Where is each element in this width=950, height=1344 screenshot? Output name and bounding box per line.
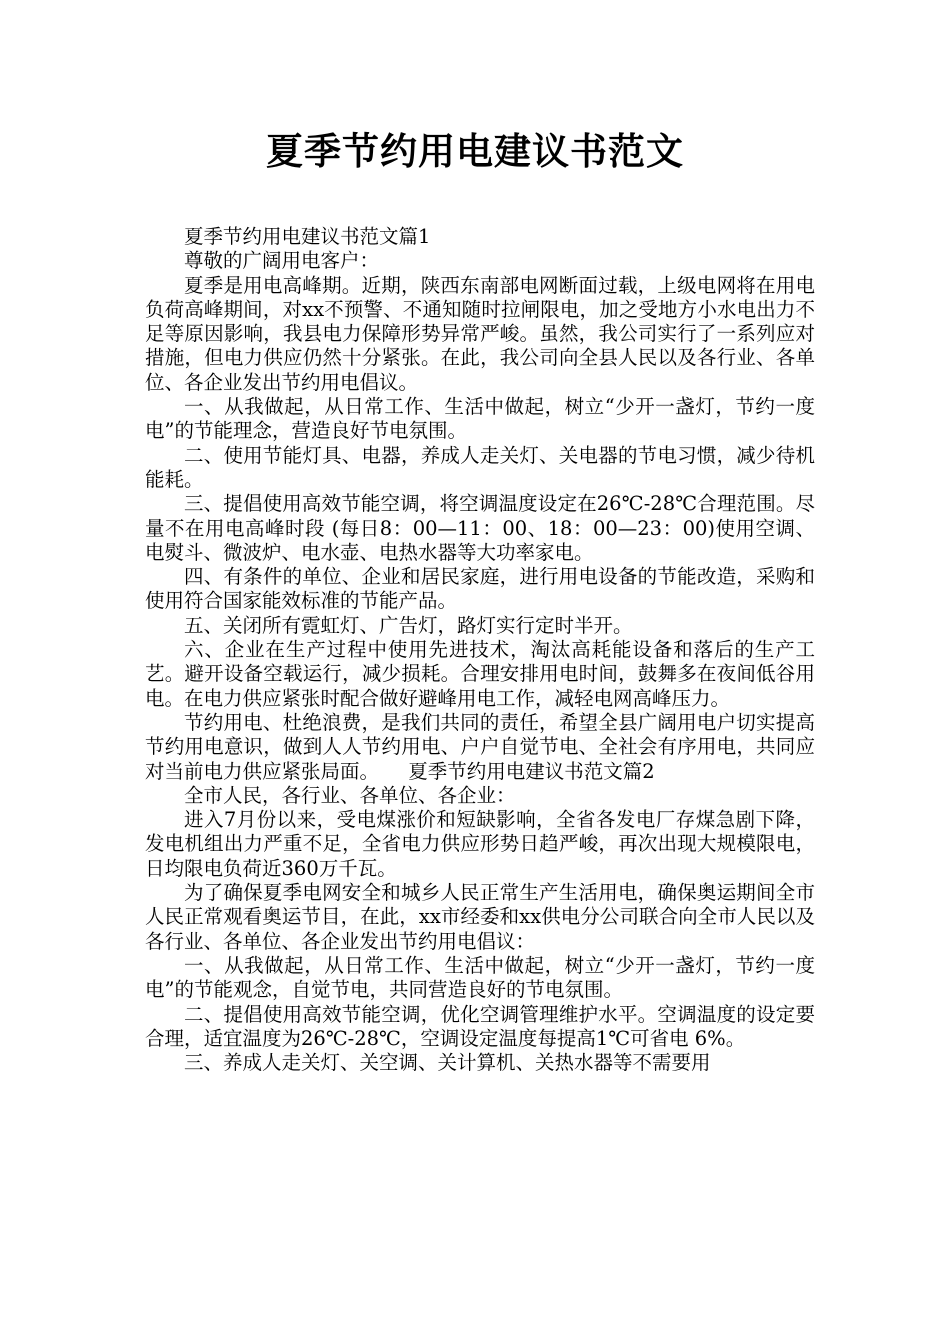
paragraph: 为了确保夏季电网安全和城乡人民正常生产生活用电，确保奥运期间全市人民正常观看奥运节目，在此，xx市经委和xx供电分公司联合向全市人民以及各行业、各单位、各企业发出节约用电倡议： <box>145 881 815 953</box>
proposal-item: 三、养成人走关灯、关空调、关计算机、关热水器等不需要用 <box>184 1051 711 1075</box>
paragraph: 节约用电、杜绝浪费，是我们共同的责任，希望全县广阔用电户切实提高节约用电意识，做到人人节约用电、户户自觉节电、全社会有序用电，共同应对当前电力供应紧张局面。 夏季节约用电建议书范文篇2 <box>145 710 815 783</box>
document-body <box>145 225 815 1075</box>
proposal-item: 六、企业在生产过程中使用先进技术，淘汰高耗能设备和落后的生产工艺。避开设备空载运行，减少损耗。合理安排用电时间，鼓舞多在夜间低谷用电。在电力供应紧张时配合做好避峰用电工作，减轻电网高峰压力。 <box>145 638 815 710</box>
proposal-item: 二、使用节能灯具、电器，养成人走关灯、关电器的节电习惯，减少待机能耗。 <box>145 443 815 491</box>
paragraph: 夏季是用电高峰期。近期，陕西东南部电网断面过载，上级电网将在用电负荷高峰期间，对xx不预警、不通知随时拉闸限电，加之受地方小水电出力不足等原因影响，我县电力保障形势异常严峻。虽然，我公司实行了一系列应对措施，但电力供应仍然十分紧张。在此，我公司向全县人民以及各行业、各单位、各企业发出节约用电倡议。 <box>145 273 815 394</box>
proposal-item: 一、从我做起，从日常工作、生活中做起，树立“少开一盏灯，节约一度电”的节能观念，自觉节电，共同营造良好的节电氛围。 <box>145 953 815 1002</box>
section-heading-1: 夏季节约用电建议书范文篇1 <box>184 225 431 248</box>
proposal-item: 五、关闭所有霓虹灯、广告灯，路灯实行定时半开。 <box>184 613 633 637</box>
salutation-2: 全市人民，各行业、各单位、各企业： <box>184 783 516 807</box>
proposal-item: 三、提倡使用高效节能空调，将空调温度设定在26℃-28℃合理范围。尽量不在用电高峰时段 (每日8：00—11：00、18：00—23：00)使用空调、电熨斗、微波炉、电水壶、电热水器等大功率家电。 <box>145 492 815 564</box>
proposal-item: 四、有条件的单位、企业和居民家庭，进行用电设备的节能改造，采购和使用符合国家能效标准的节能产品。 <box>145 565 815 613</box>
paragraph: 进入7月份以来，受电煤涨价和短缺影响，全省各发电厂存煤急剧下降，发电机组出力严重不足，全省电力供应形势日趋严峻，再次出现大规模限电，日均限电负荷近360万千瓦。 <box>145 808 815 880</box>
proposal-item: 二、提倡使用高效节能空调，优化空调管理维护水平。空调温度的设定要合理，适宜温度为26℃-28℃，空调设定温度每提高1℃可省电 6%。 <box>145 1002 815 1050</box>
document-title: 夏季节约用电建议书范文 <box>266 130 684 173</box>
proposal-item: 一、从我做起，从日常工作、生活中做起，树立“少开一盏灯，节约一度电”的节能理念，营造良好节电氛围。 <box>145 395 815 443</box>
salutation-1: 尊敬的广阔用电客户： <box>184 249 380 273</box>
